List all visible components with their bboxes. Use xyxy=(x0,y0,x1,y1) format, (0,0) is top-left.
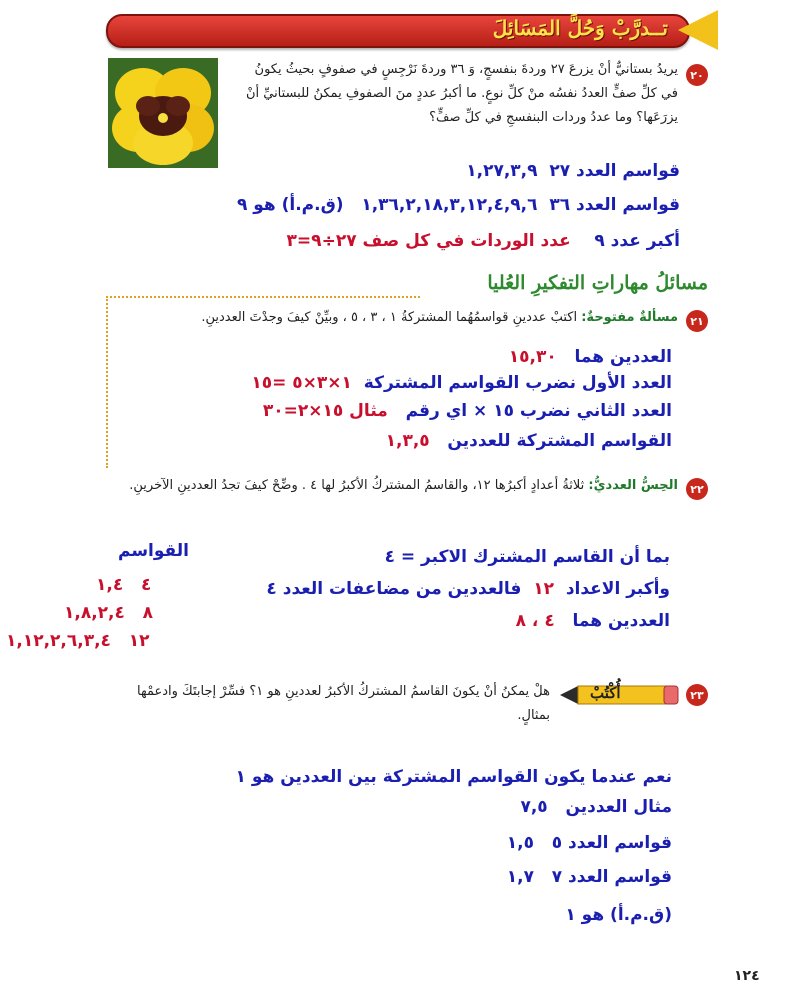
question-23-text: هلْ يمكنُ أنْ يكونَ القاسمُ المشتركُ الأكبرُ لعددينِ هو ١؟ فسِّرْ إجابتَكَ وادعمْها بمثالٍ. xyxy=(137,684,550,723)
q21-answer-line-2: العدد الأول نضرب القواسم المشتركة ١×٣×٥ =١٥ xyxy=(251,373,672,393)
question-22-label: الحِسُّ العدديُّ: xyxy=(588,478,678,493)
page-number: ١٢٤ xyxy=(734,968,760,984)
q21-answer-line-3: العدد الثاني نضرب ١٥ × اي رقم مثال ١٥×٢=٣٠ xyxy=(262,401,672,421)
factors-title: القواسم xyxy=(118,541,189,561)
section-banner xyxy=(98,10,718,50)
q22-answer-line-2: وأكبر الاعداد ١٢ فالعددين من مضاعفات العدد ٤ xyxy=(266,579,670,599)
question-20-text: يريدُ بستانيٌّ أنْ يزرعَ ٢٧ وردةَ بنفسجٍ، وَ ٣٦ وردةَ نَرْجِسٍ في صفوفٍ بحيثُ يكونُ في كلِّ صفٍّ العددُ نفسُه منْ كلِّ نوعٍ. ما أكبرُ عددٍ منَ الصفوفِ يمكنُ للبستانيِّ أنْ يزرَعَها؟ وما عددُ وردات البنفسجِ في كلِّ صفٍّ؟ xyxy=(245,62,678,125)
question-number-21: ٢١ xyxy=(686,310,708,332)
question-number-22: ٢٢ xyxy=(686,478,708,500)
flower-icon xyxy=(108,58,218,168)
write-label: أُكْتُبْ xyxy=(590,684,621,702)
question-number-23: ٢٣ xyxy=(686,684,708,706)
pencil-icon xyxy=(560,684,680,706)
question-21-text: مسألةٌ مفتوحةٌ: اكتبْ عددينِ قواسمُهُما المشتركةُ ١ ، ٣ ، ٥ ، وبيِّنْ كيفَ وجدْتَ العددينِ. xyxy=(201,310,678,325)
q23-answer-line-2: مثال العددين ٧,٥ xyxy=(520,797,672,817)
q21-answer-line-1: العددين هما ١٥,٣٠ xyxy=(508,347,672,367)
q23-answer-line-5: (ق.م.أ) هو ١ xyxy=(565,905,672,925)
factors-row-12: ١٢ ١,١٢,٢,٦,٣,٤ xyxy=(6,631,150,651)
q23-answer-line-1: نعم عندما يكون القواسم المشتركة بين العددين هو ١ xyxy=(235,767,672,787)
q20-answer-line-2: قواسم العدد ٣٦ ١,٣٦,٢,١٨,٣,١٢,٤,٩,٦ (ق.م.أ) هو ٩ xyxy=(236,195,680,215)
banner-arrow-icon xyxy=(678,10,718,50)
question-number-20: ٢٠ xyxy=(686,64,708,86)
pansy-flower-image xyxy=(108,58,218,168)
q23-answer-line-3: قواسم العدد ٥ ١,٥ xyxy=(506,833,672,853)
q20-answer-line-1: قواسم العدد ٢٧ ١,٢٧,٣,٩ xyxy=(466,161,680,181)
q23-answer-line-4: قواسم العدد ٧ ١,٧ xyxy=(506,867,672,887)
question-22-text: الحِسُّ العدديُّ: ثلاثةُ أعدادٍ أكبرُها ١٢، والقاسمُ المشتركُ الأكبرُ لها ٤ . وضِّحْ كيفَ تجدُ العددينِ الآخرينِ. xyxy=(129,478,678,493)
section-heading: مسائلُ مهاراتِ التفكيرِ العُليا xyxy=(487,272,708,294)
banner-title: تــدرَّبْ وَحُلَّ المَسَائِلَ xyxy=(492,16,668,40)
q22-answer-line-3: العددين هما ٤ ، ٨ xyxy=(515,611,670,631)
q22-answer-line-1: بما أن القاسم المشترك الاكبر = ٤ xyxy=(384,547,670,567)
factors-row-4: ٤ ١,٤ xyxy=(96,575,152,595)
factors-row-8: ٨ ١,٨,٢,٤ xyxy=(64,603,154,623)
question-21-label: مسألةٌ مفتوحةٌ: xyxy=(581,310,678,325)
q21-answer-line-4: القواسم المشتركة للعددين ١,٣,٥ xyxy=(385,431,672,451)
q20-answer-line-3: أكبر عدد ٩ عدد الوردات في كل صف ٢٧÷٩=٣ xyxy=(286,231,680,251)
